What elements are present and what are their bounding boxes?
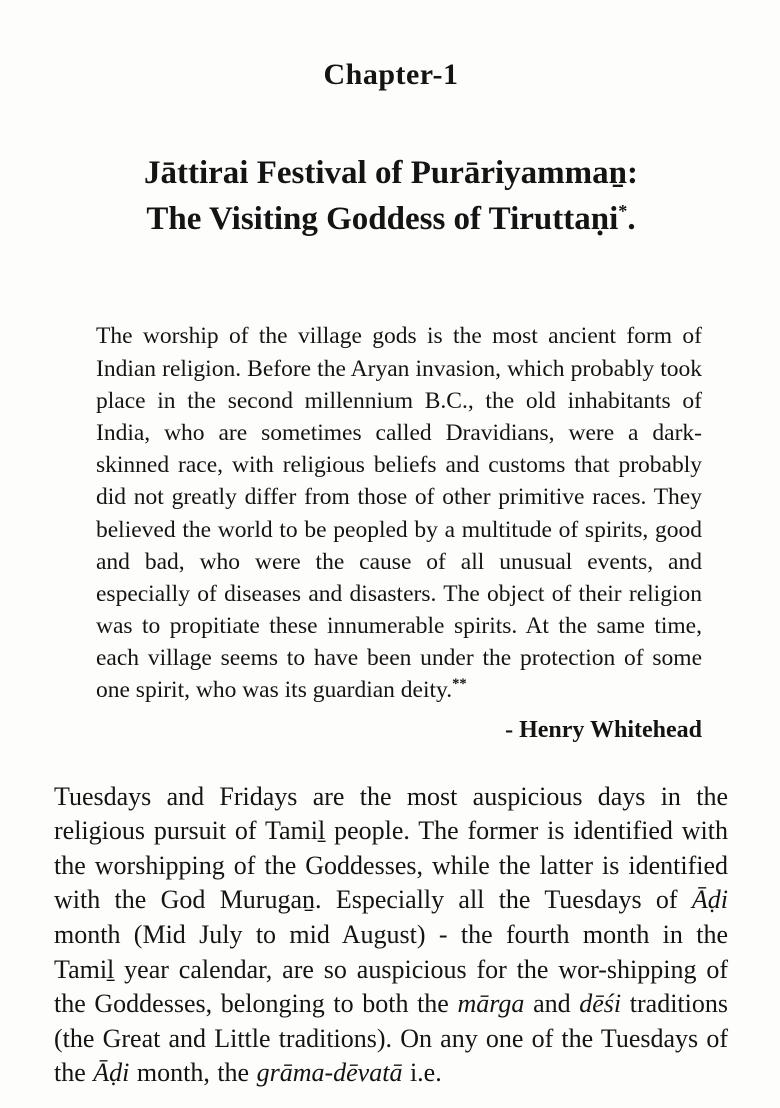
italic-term: mārga (457, 989, 525, 1019)
chapter-heading: Chapter-1 (323, 58, 459, 91)
italic-term: Āḍi (691, 885, 728, 915)
italic-term: grāma-dēvatā (256, 1058, 403, 1088)
quote-attribution: - Henry Whitehead (505, 716, 702, 743)
paragraph-text: and (524, 989, 580, 1019)
paragraph-text: Tuesdays and Fridays are the most auspicious days in the religious pursuit of Tamiḻ people. The former is identified with the worshipping of the Goddesses, while the latter is identified with the God Murugaṉ. Especially all the Tuesdays of (54, 781, 728, 915)
body-paragraph (54, 780, 728, 1091)
footnote-marker-quote: ** (452, 676, 467, 693)
page-title (54, 150, 728, 242)
paragraph-text: month (Mid July to mid August) - the fourth month in the Tamiḻ year calendar, are so auspicious for the wor-shipping of the Goddesses, belonging to both the (54, 919, 728, 1019)
paragraph-text: traditions (the Great and Little traditions). On any one of the Tuesdays of the (54, 989, 728, 1088)
italic-term: Āḍi (93, 1058, 130, 1088)
quote-text: The worship of the village gods is the most ancient form of Indian religion. Before the Aryan invasion, which probably took place in the second millennium B.C., the old inhabitants of India, who are sometimes called Dravidians, were a dark-skinned race, with religious beliefs and customs that probably did not greatly differ from those of other primitive races. They believed the world to be peopled by a multitude of spirits, good and bad, who were the cause of all unusual events, and especially of diseases and disasters. The object of their religion was to propitiate these innumerable spirits. At the same time, each village seems to have been under the protection of some one spirit, who was its guardian deity. (96, 323, 702, 704)
title-line-2-period: . (627, 201, 636, 238)
title-line-1: Jāttirai Festival of Purāriyammaṉ: (144, 155, 638, 191)
paragraph-text: i.e. (402, 1058, 442, 1088)
italic-term: dēśi (579, 989, 622, 1019)
paragraph-text: month, the (129, 1058, 257, 1088)
footnote-marker-title: * (618, 201, 628, 222)
title-line-2: The Visiting Goddess of Tiruttaṇi (146, 201, 619, 238)
epigraph-quote (96, 320, 702, 706)
